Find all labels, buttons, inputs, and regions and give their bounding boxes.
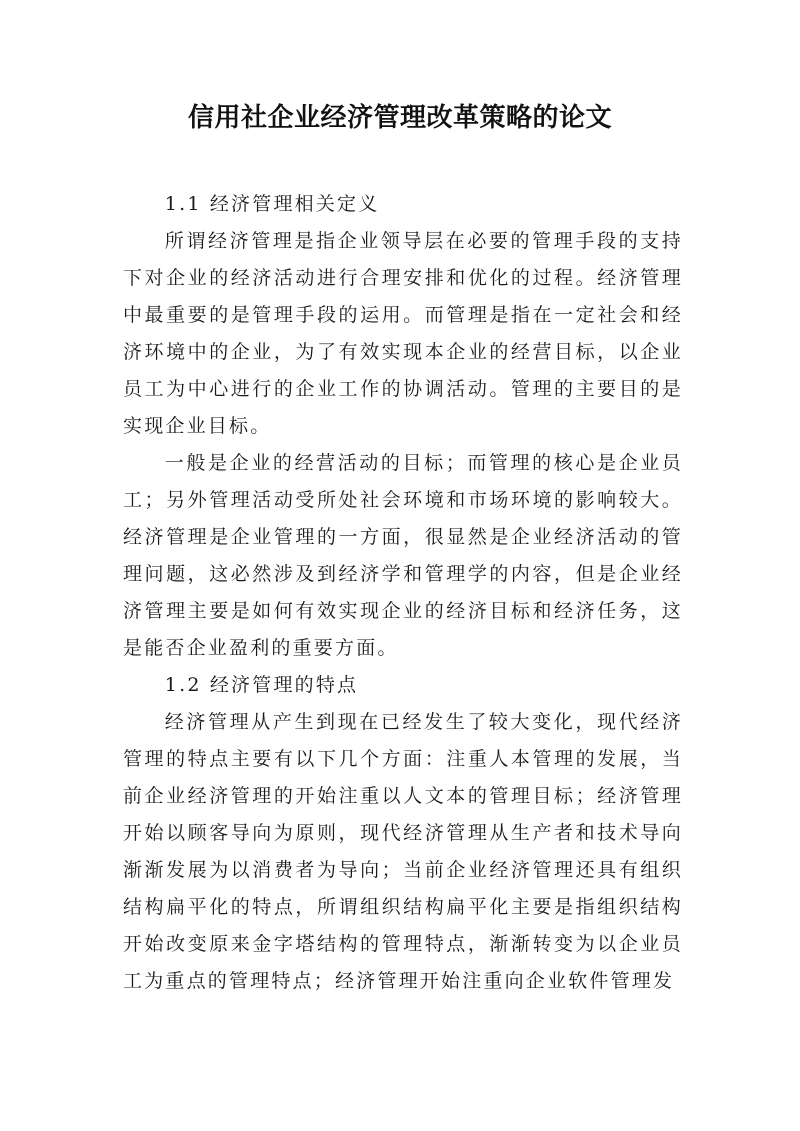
document-title: 信用社企业经济管理改革策略的论文	[187, 103, 612, 133]
paragraph-characteristics: 经济管理从产生到现在已经发生了较大变化，现代经济管理的特点主要有以下几个方面：注重人本管理的发展，当前企业经济管理的开始注重以人文本的管理目标；经济管理开始以顾客导向为原则，现代经济管理从生产者和技术导向渐渐发展为以消费者为导向；当前企业经济管理还具有组织结构扁平化的特点，所谓组织结构扁平化主要是指组织结构开始改变原来金字塔结构的管理特点，渐渐转变为以企业员工为重点的管理特点；经济管理开始注重向企业软件管理发	[123, 711, 683, 992]
section-heading-1-2: 1.2 经济管理的特点	[164, 674, 359, 696]
document-body	[123, 186, 683, 1000]
section-heading-1-1: 1.1 经济管理相关定义	[164, 193, 380, 215]
paragraph-objectives: 一般是企业的经营活动的目标；而管理的核心是企业员工；另外管理活动受所处社会环境和市场环境的影响较大。经济管理是企业管理的一方面，很显然是企业经济活动的管理问题，这必然涉及到经济学和管理学的内容，但是企业经济管理主要是如何有效实现企业的经济目标和经济任务，这是能否企业盈利的重要方面。	[123, 452, 683, 659]
paragraph-definition: 所谓经济管理是指企业领导层在必要的管理手段的支持下对企业的经济活动进行合理安排和优化的过程。经济管理中最重要的是管理手段的运用。而管理是指在一定社会和经济环境中的企业，为了有效实现本企业的经营目标，以企业员工为中心进行的企业工作的协调活动。管理的主要目的是实现企业目标。	[123, 230, 683, 437]
